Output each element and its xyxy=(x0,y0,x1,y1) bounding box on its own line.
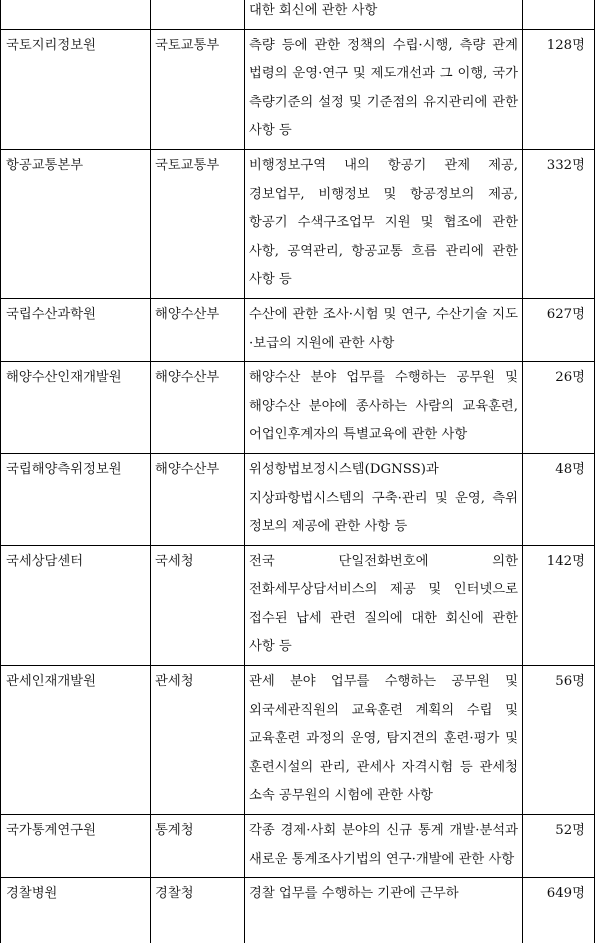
description-cell: 대한 회신에 관한 사항 xyxy=(245,0,523,29)
staff-count-cell xyxy=(523,0,595,29)
table-row xyxy=(1,362,595,454)
agency-name-cell: 해양수산인재개발원 xyxy=(1,362,151,454)
ministry-cell: 국토교통부 xyxy=(151,29,245,149)
staff-count-cell: 26명 xyxy=(523,362,595,454)
description-cell: 각종 경제·사회 분야의 신규 통계 개발·분석과 새로운 통계조사기법의 연구·개발에 관한 사항 xyxy=(245,815,523,878)
description-cell: 관세 분야 업무를 수행하는 공무원 및 외국세관직원의 교육훈련 계획의 수립 및 교육훈련 과정의 운영, 탐지견의 훈련·평가 및 훈련시설의 관리, 관세사 자격시험 등 관세청 소속 공무원의 시험에 관한 사항 xyxy=(245,666,523,815)
table-row xyxy=(1,29,595,149)
description-cell: 해양수산 분야 업무를 수행하는 공무원 및 해양수산 분야에 종사하는 사람의 교육훈련, 어업인후계자의 특별교육에 관한 사항 xyxy=(245,362,523,454)
table-row xyxy=(1,815,595,878)
ministry-cell xyxy=(151,0,245,29)
table-row xyxy=(1,0,595,29)
ministry-cell: 해양수산부 xyxy=(151,453,245,545)
ministry-cell: 국토교통부 xyxy=(151,149,245,298)
description-cell: 비행정보구역 내의 항공기 관제 제공, 경보업무, 비행정보 및 항공정보의 제공, 항공기 수색구조업무 지원 및 협조에 관한 사항, 공역관리, 항공교통 흐름 관리에 관한 사항 등 xyxy=(245,149,523,298)
agency-name-cell: 관세인재개발원 xyxy=(1,666,151,815)
description-cell: 전국 단일전화번호에 의한 전화세무상담서비스의 제공 및 인터넷으로 접수된 납세 관련 질의에 대한 회신에 관한 사항 등 xyxy=(245,545,523,665)
staff-count-cell: 56명 xyxy=(523,666,595,815)
staff-count-cell: 142명 xyxy=(523,545,595,665)
agency-name-cell: 국세상담센터 xyxy=(1,545,151,665)
staff-count-cell: 128명 xyxy=(523,29,595,149)
description-cell: 위성항법보정시스템(DGNSS)과 지상파항법시스템의 구축·관리 및 운영, 측위 정보의 제공에 관한 사항 등 xyxy=(245,453,523,545)
staff-count-cell: 332명 xyxy=(523,149,595,298)
agency-name-cell: 국립수산과학원 xyxy=(1,298,151,361)
ministry-cell: 관세청 xyxy=(151,666,245,815)
ministry-cell: 해양수산부 xyxy=(151,362,245,454)
agency-name-cell: 국가통계연구원 xyxy=(1,815,151,878)
table-row xyxy=(1,878,595,943)
description-cell: 측량 등에 관한 정책의 수립·시행, 측량 관계 법령의 운영·연구 및 제도개선과 그 이행, 국가 측량기준의 설정 및 기준점의 유지관리에 관한 사항 등 xyxy=(245,29,523,149)
table-row xyxy=(1,149,595,298)
agency-name-cell: 항공교통본부 xyxy=(1,149,151,298)
ministry-cell: 해양수산부 xyxy=(151,298,245,361)
staff-count-cell: 649명 xyxy=(523,878,595,943)
ministry-cell: 국세청 xyxy=(151,545,245,665)
table-row xyxy=(1,453,595,545)
ministry-cell: 경찰청 xyxy=(151,878,245,943)
description-cell: 경찰 업무를 수행하는 기관에 근무하 xyxy=(245,878,523,943)
ministry-cell: 통계청 xyxy=(151,815,245,878)
table-row xyxy=(1,666,595,815)
agency-name-cell xyxy=(1,0,151,29)
table-row xyxy=(1,298,595,361)
staff-count-cell: 627명 xyxy=(523,298,595,361)
agency-name-cell: 국립해양측위정보원 xyxy=(1,453,151,545)
agency-name-cell: 국토지리정보원 xyxy=(1,29,151,149)
agency-name-cell: 경찰병원 xyxy=(1,878,151,943)
description-cell: 수산에 관한 조사·시험 및 연구, 수산기술 지도·보급의 지원에 관한 사항 xyxy=(245,298,523,361)
staff-count-cell: 48명 xyxy=(523,453,595,545)
table-row xyxy=(1,545,595,665)
staff-count-cell: 52명 xyxy=(523,815,595,878)
